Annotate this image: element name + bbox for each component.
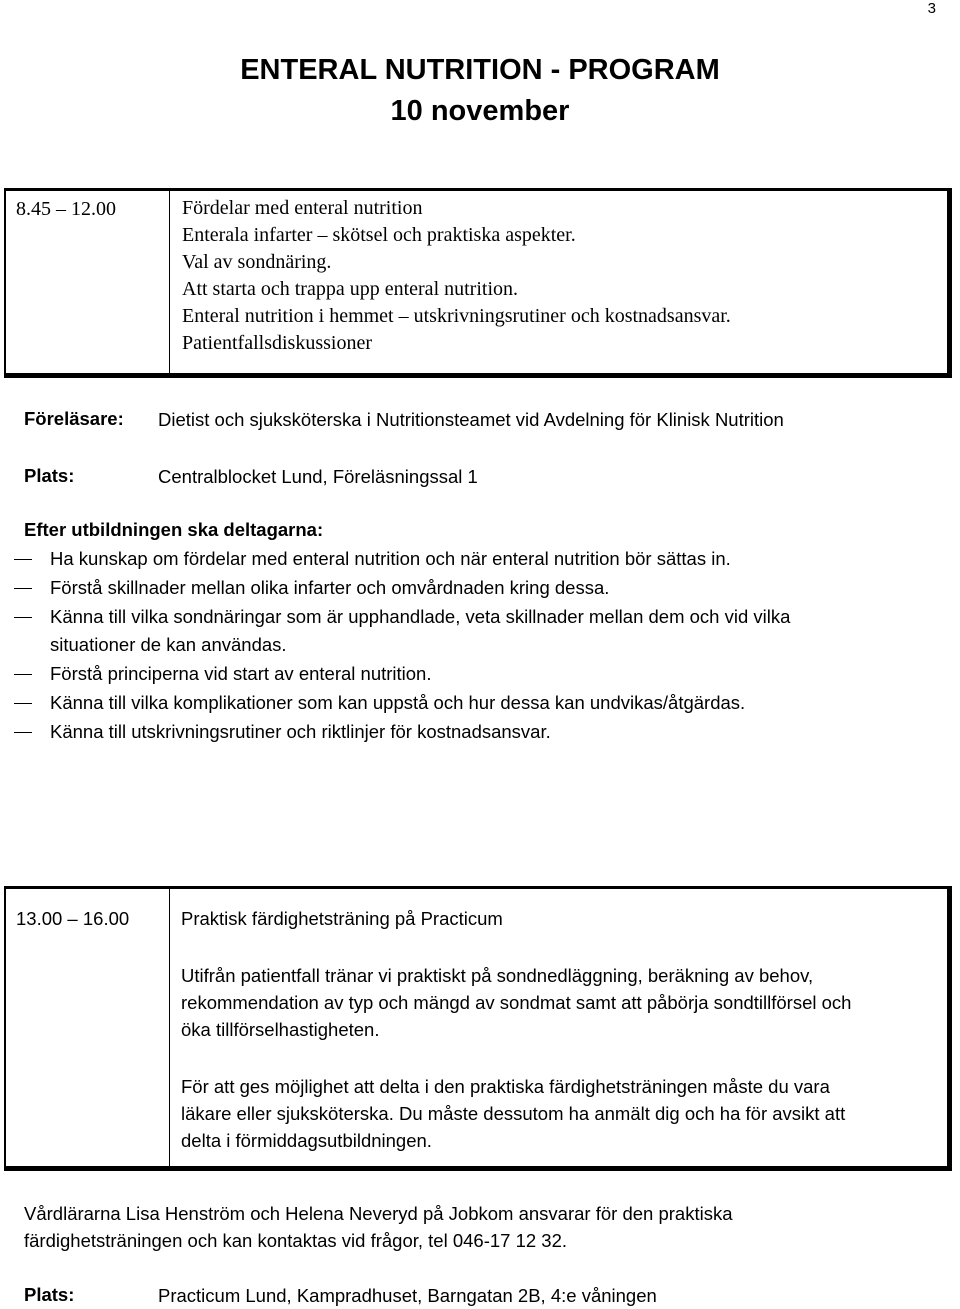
paragraph-line: färdighetsträningen och kan kontaktas vid frågor, tel 046-17 12 32. [24, 1230, 568, 1251]
morning-time: 8.45 – 12.00 [16, 198, 116, 220]
dash-bullet [14, 674, 32, 675]
contact-paragraph [24, 1200, 732, 1254]
place-label-2: Plats: [24, 1284, 75, 1305]
list-item-text: Känna till utskrivningsrutiner och riktlinjer för kostnadsansvar. [50, 721, 551, 742]
place-value: Centralblocket Lund, Föreläsningssal 1 [158, 466, 478, 487]
paragraph-line: För att ges möjlighet att delta i den praktiska färdighetsträningen måste du vara [181, 1076, 830, 1097]
dash-bullet [14, 559, 32, 560]
page-subtitle-date: 10 november [390, 95, 570, 127]
outcomes-heading: Efter utbildningen ska deltagarna: [24, 519, 324, 540]
place-value-2: Practicum Lund, Kampradhuset, Barngatan 2B, 4:e våningen [158, 1285, 657, 1306]
afternoon-session-box [4, 886, 952, 1171]
lecturer-value: Dietist och sjuksköterska i Nutritionsteamet vid Avdelning för Klinisk Nutrition [158, 409, 784, 430]
afternoon-paragraph-1 [181, 962, 851, 1043]
list-item-text: Känna till vilka sondnäringar som är upphandlade, veta skillnader mellan dem och vid vilka [50, 606, 791, 627]
list-item-text: Förstå skillnader mellan olika infarter och omvårdnaden kring dessa. [50, 577, 610, 598]
paragraph-line: öka tillförselhastigheten. [181, 1019, 380, 1040]
topic-item: Val av sondnäring. [182, 251, 332, 273]
list-item-text: situationer de kan användas. [50, 634, 287, 655]
dash-bullet [14, 732, 32, 733]
page-number: 3 [927, 0, 936, 17]
topic-item: Enteral nutrition i hemmet – utskrivningsrutiner och kostnadsansvar. [182, 305, 731, 327]
dash-bullet [14, 703, 32, 704]
column-divider [169, 191, 170, 373]
topic-item: Patientfallsdiskussioner [182, 332, 372, 354]
topic-item: Fördelar med enteral nutrition [182, 197, 423, 219]
dash-bullet [14, 588, 32, 589]
paragraph-line: Vårdlärarna Lisa Henström och Helena Neveryd på Jobkom ansvarar för den praktiska [24, 1203, 733, 1224]
lecturer-label: Föreläsare: [24, 408, 124, 429]
list-item-text: Förstå principerna vid start av enteral nutrition. [50, 663, 432, 684]
topic-item: Att starta och trappa upp enteral nutrition. [182, 278, 519, 300]
paragraph-line: rekommendation av typ och mängd av sondmat samt att påbörja sondtillförsel och [181, 992, 852, 1013]
afternoon-paragraph-2 [181, 1073, 845, 1154]
topic-item: Enterala infarter – skötsel och praktiska aspekter. [182, 224, 576, 246]
page-title: ENTERAL NUTRITION - PROGRAM [240, 54, 720, 86]
list-item-text: Ha kunskap om fördelar med enteral nutrition och när enteral nutrition bör sättas in. [50, 548, 731, 569]
dash-bullet [14, 617, 32, 618]
morning-topics [182, 195, 731, 357]
place-label: Plats: [24, 465, 75, 486]
column-divider [169, 889, 170, 1166]
list-item-text: Känna till vilka komplikationer som kan uppstå och hur dessa kan undvikas/åtgärdas. [50, 692, 746, 713]
paragraph-line: delta i förmiddagsutbildningen. [181, 1130, 432, 1151]
morning-session-box [4, 188, 952, 378]
afternoon-heading: Praktisk färdighetsträning på Practicum [181, 908, 503, 929]
paragraph-line: läkare eller sjuksköterska. Du måste dessutom ha anmält dig och ha för avsikt att [181, 1103, 846, 1124]
paragraph-line: Utifrån patientfall tränar vi praktiskt på sondnedläggning, beräkning av behov, [181, 965, 814, 986]
afternoon-time: 13.00 – 16.00 [16, 908, 130, 929]
